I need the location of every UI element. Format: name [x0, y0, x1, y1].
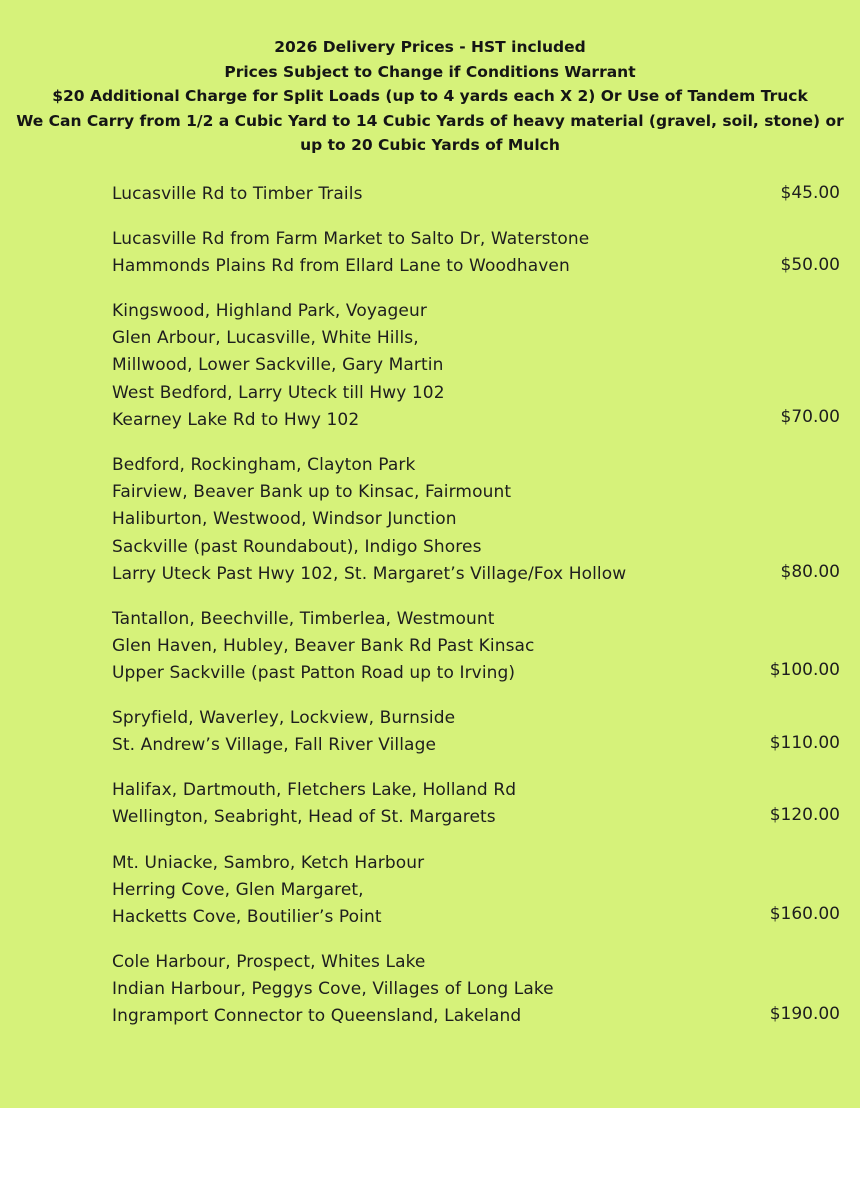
zone-row: [112, 452, 852, 588]
zone-area-line: Sackville (past Roundabout), Indigo Shores: [112, 536, 482, 557]
zone-price: $100.00: [769, 660, 840, 680]
zone-areas: [112, 949, 852, 1031]
zone-areas: [112, 606, 852, 688]
zone-area-line: Cole Harbour, Prospect, Whites Lake: [112, 952, 426, 972]
zone-areas: [112, 777, 852, 831]
zone-area-line: Larry Uteck Past Hwy 102, St. Margaret’s Village/Fox Hollow: [112, 563, 627, 584]
zone-area-line: Kearney Lake Rd to Hwy 102: [112, 409, 360, 430]
header-capacity: We Can Carry from 1/2 a Cubic Yard to 14 Cubic Yards of heavy material (gravel, soil, stone) or: [16, 111, 844, 130]
zone-price: $120.00: [769, 805, 840, 825]
zone-row: [112, 850, 852, 932]
zone-area-line: Wellington, Seabright, Head of St. Margarets: [112, 807, 496, 828]
zone-area-line: Herring Cove, Glen Margaret,: [112, 880, 364, 901]
zone-areas: [112, 298, 852, 434]
zone-price: $45.00: [780, 183, 840, 203]
header-title: 2026 Delivery Prices - HST included: [274, 38, 586, 56]
zone-area-line: Hammonds Plains Rd from Ellard Lane to Woodhaven: [112, 256, 570, 277]
zone-area-line: Millwood, Lower Sackville, Gary Martin: [112, 355, 444, 376]
zone-areas: [112, 226, 852, 280]
zone-price: $160.00: [769, 904, 840, 924]
zone-price: $110.00: [769, 733, 840, 753]
zone-area-line: Halifax, Dartmouth, Fletchers Lake, Holland Rd: [112, 780, 517, 800]
zone-area-line: Haliburton, Westwood, Windsor Junction: [112, 509, 457, 530]
zone-area-line: Mt. Uniacke, Sambro, Ketch Harbour: [112, 853, 425, 873]
zone-row: [112, 226, 852, 280]
header-split-load-charge: $20 Additional Charge for Split Loads (up to 4 yards each X 2) Or Use of Tandem Truck: [52, 87, 808, 105]
zone-areas: [112, 452, 852, 588]
zone-area-line: Spryfield, Waverley, Lockview, Burnside: [112, 708, 456, 728]
zone-area-line: Indian Harbour, Peggys Cove, Villages of Long Lake: [112, 979, 554, 1000]
zone-area-line: Hacketts Cove, Boutilier’s Point: [112, 907, 382, 928]
zone-row: [112, 777, 852, 831]
zone-price: $50.00: [780, 255, 840, 275]
zone-row: [112, 949, 852, 1031]
zone-area-line: Ingramport Connector to Queensland, Lakeland: [112, 1006, 522, 1027]
zone-area-line: Kingswood, Highland Park, Voyageur: [112, 301, 427, 321]
zone-area-line: Bedford, Rockingham, Clayton Park: [112, 455, 416, 475]
zone-area-line: Glen Arbour, Lucasville, White Hills,: [112, 328, 419, 349]
zone-area-line: Lucasville Rd from Farm Market to Salto Dr, Waterstone: [112, 229, 590, 249]
zone-row: [112, 606, 852, 688]
zone-area-line: Lucasville Rd to Timber Trails: [112, 184, 363, 204]
header-conditions: Prices Subject to Change if Conditions Warrant: [224, 62, 636, 81]
zone-price: $80.00: [780, 562, 840, 582]
zone-row: [112, 298, 852, 434]
zone-row: [112, 705, 852, 759]
zone-area-line: Glen Haven, Hubley, Beaver Bank Rd Past Kinsac: [112, 636, 535, 657]
zone-price: $70.00: [780, 407, 840, 427]
zone-area-line: Fairview, Beaver Bank up to Kinsac, Fairmount: [112, 482, 512, 503]
zone-area-line: West Bedford, Larry Uteck till Hwy 102: [112, 382, 445, 403]
zone-areas: [112, 181, 852, 208]
zone-area-line: Tantallon, Beechville, Timberlea, Westmount: [112, 609, 495, 629]
header-mulch-capacity: up to 20 Cubic Yards of Mulch: [300, 136, 560, 154]
zone-area-line: Upper Sackville (past Patton Road up to Irving): [112, 663, 516, 684]
zone-areas: [112, 705, 852, 759]
zone-price: $190.00: [769, 1004, 840, 1024]
zone-areas: [112, 850, 852, 932]
zone-row: [112, 181, 852, 208]
zone-area-line: St. Andrew’s Village, Fall River Village: [112, 735, 437, 756]
